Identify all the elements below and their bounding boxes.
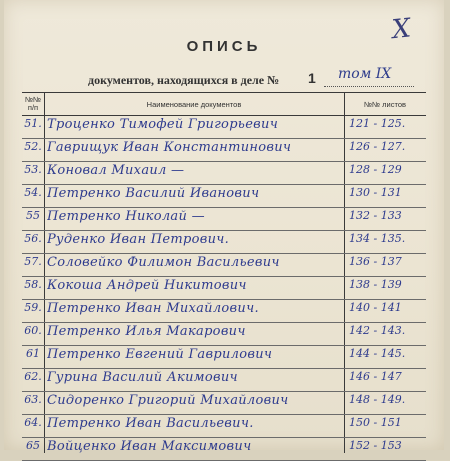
row-sheets: 150 - 151	[349, 416, 402, 429]
table-row	[22, 322, 426, 346]
row-name: Гурина Василий Акимович	[47, 370, 238, 385]
row-sheets: 136 - 137	[349, 255, 402, 268]
row-name: Петренко Евгений Гаврилович	[47, 347, 273, 362]
row-number: 63.	[24, 393, 42, 406]
row-name: Войценко Иван Максимович	[47, 439, 252, 454]
corner-mark: X	[390, 13, 413, 46]
row-name: Коновал Михаил —	[47, 163, 185, 178]
row-number: 61	[26, 347, 40, 360]
table-row	[22, 207, 426, 231]
row-sheets: 121 - 125.	[349, 117, 406, 130]
row-number: 64.	[24, 416, 42, 429]
document-page	[4, 0, 444, 454]
row-sheets: 138 - 139	[349, 278, 402, 291]
header-number: №№ п/п	[24, 95, 42, 112]
row-name: Петренко Иван Васильевич.	[47, 416, 254, 431]
case-number: 1	[308, 70, 316, 86]
row-name: Кокоша Андрей Никитович	[47, 278, 247, 293]
row-name: Руденко Иван Петрович.	[47, 232, 230, 247]
row-name: Петренко Василий Иванович	[47, 186, 260, 201]
header-sheets: №№ листов	[364, 100, 406, 109]
header-name: Наименование документов	[146, 100, 242, 109]
row-name: Петренко Илья Макарович	[47, 324, 246, 339]
document-title: ОПИСЬ	[186, 38, 262, 55]
inventory-table	[22, 92, 426, 453]
row-number: 62.	[24, 370, 42, 383]
row-number: 57.	[24, 255, 42, 268]
table-row	[22, 230, 426, 254]
table-header	[22, 93, 426, 116]
row-name: Сидоренко Григорий Михайлович	[47, 393, 289, 408]
row-number: 65	[26, 439, 40, 452]
row-name: Гаврищук Иван Константинович	[47, 140, 292, 155]
row-sheets: 132 - 133	[349, 209, 402, 222]
row-number: 59.	[24, 301, 42, 314]
volume-label: том IX	[338, 66, 392, 82]
case-underline	[324, 86, 414, 87]
row-sheets: 130 - 131	[349, 186, 402, 199]
row-number: 51.	[24, 117, 42, 130]
row-sheets: 146 - 147	[349, 370, 402, 383]
row-number: 55	[26, 209, 40, 222]
row-sheets: 152 - 153	[349, 439, 402, 452]
document-subtitle: документов, находящихся в деле №	[88, 73, 280, 87]
table-row	[22, 414, 426, 438]
row-number: 52.	[24, 140, 42, 153]
table-row	[22, 345, 426, 369]
table-row	[22, 437, 426, 461]
row-number: 54.	[24, 186, 42, 199]
row-sheets: 128 - 129	[349, 163, 402, 176]
table-row	[22, 138, 426, 162]
row-name: Петренко Николай —	[47, 209, 205, 224]
table-row	[22, 299, 426, 323]
row-sheets: 144 - 145.	[349, 347, 406, 360]
row-sheets: 126 - 127.	[349, 140, 406, 153]
row-name: Соловейко Филимон Васильевич	[47, 255, 280, 270]
table-row	[22, 184, 426, 208]
row-name: Петренко Иван Михайлович.	[47, 301, 259, 316]
row-name: Троценко Тимофей Григорьевич	[47, 117, 279, 132]
row-number: 53.	[24, 163, 42, 176]
row-number: 58.	[24, 278, 42, 291]
row-number: 56.	[24, 232, 42, 245]
row-sheets: 134 - 135.	[349, 232, 406, 245]
table-row	[22, 391, 426, 415]
row-number: 60.	[24, 324, 42, 337]
table-row	[22, 253, 426, 277]
table-row	[22, 276, 426, 300]
row-sheets: 142 - 143.	[349, 324, 406, 337]
table-row	[22, 368, 426, 392]
table-row	[22, 115, 426, 139]
table-row	[22, 161, 426, 185]
row-sheets: 140 - 141	[349, 301, 402, 314]
row-sheets: 148 - 149.	[349, 393, 406, 406]
